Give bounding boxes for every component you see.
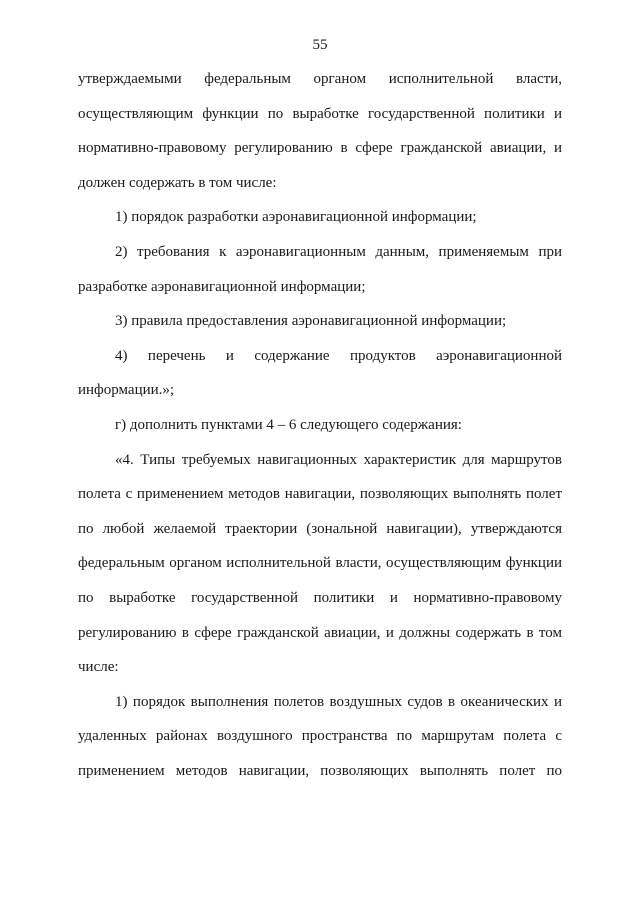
clause-4: «4. Типы требуемых навигационных характеристик для маршрутов полета с применением методов навигации, позволяющих выполнять полет по любой желаемой траектории (зональной навигации), утверждаются федеральным органом исполнительной власти, осуществляющим функции по выработке государственной политики и нормативно-правовому регулированию в сфере гражданской авиации, и должны содержать в том числе: [78, 451, 562, 676]
list-item-4: 4) перечень и содержание продуктов аэронавигационной информации.»; [78, 347, 562, 399]
amendment-clause-g: г) дополнить пунктами 4 – 6 следующего содержания: [115, 416, 462, 433]
list-item-2: 2) требования к аэронавигационным данным, применяемым при разработке аэронавигационной информации; [78, 243, 562, 295]
document-body [78, 62, 562, 788]
paragraph-continuation: утверждаемыми федеральным органом исполнительной власти, осуществляющим функции по выработке государственной политики и нормативно-правовому регулированию в сфере гражданской авиации, и должен содержать в том числе: [78, 71, 562, 191]
page-number: 55 [312, 37, 328, 53]
list-item-1: 1) порядок разработки аэронавигационной информации; [115, 209, 477, 226]
list-item-3: 3) правила предоставления аэронавигационной информации; [115, 313, 507, 330]
clause-4-item-1: 1) порядок выполнения полетов воздушных судов в океанических и удаленных районах воздушного пространства по маршрутам полета с применением методов навигации, позволяющих выполнять полет по [78, 693, 562, 779]
